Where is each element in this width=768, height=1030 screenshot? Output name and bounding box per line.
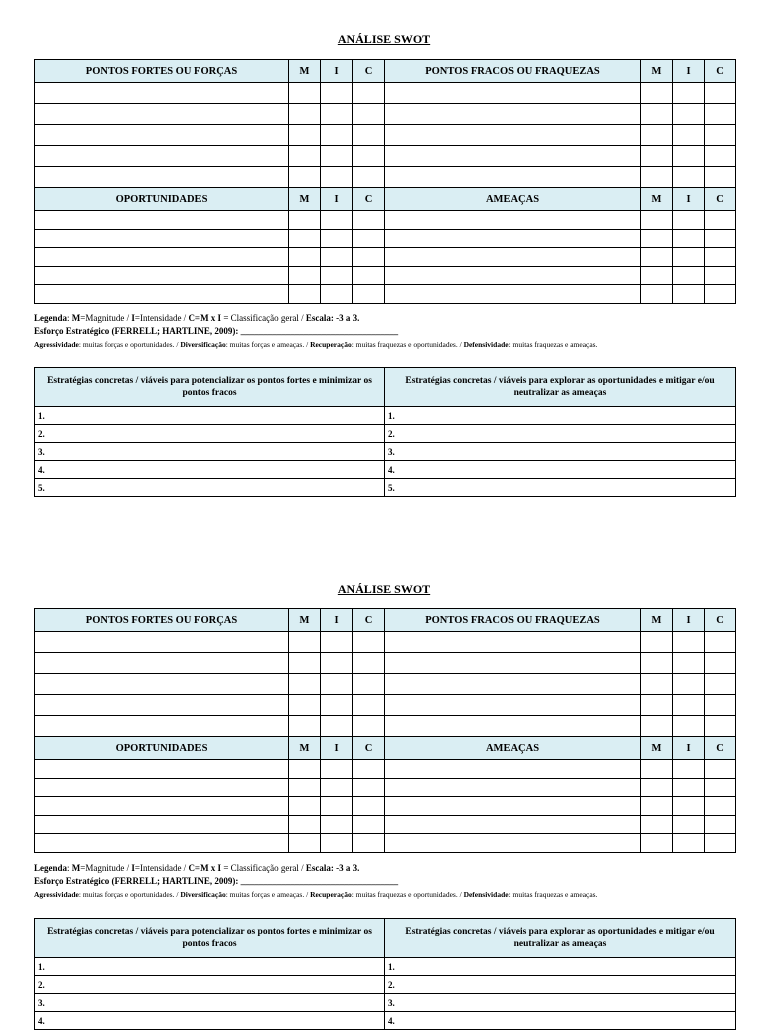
input-cell[interactable] <box>705 674 736 695</box>
input-cell[interactable] <box>385 211 641 230</box>
input-cell[interactable] <box>35 285 289 304</box>
legend-label: Esforço Estratégico (FERRELL; HARTLINE, 2009): ___________________________________ <box>34 876 399 886</box>
input-cell[interactable] <box>673 653 705 674</box>
legend-label: Agressividade <box>34 890 79 899</box>
m-header: M <box>289 60 321 83</box>
input-cell[interactable] <box>353 125 385 146</box>
input-cell[interactable] <box>385 167 641 188</box>
input-cell[interactable] <box>385 632 641 653</box>
input-cell[interactable] <box>705 125 736 146</box>
legend-label: Escala: -3 a 3. <box>305 863 360 873</box>
table-row <box>35 266 736 285</box>
input-cell[interactable] <box>641 104 673 125</box>
i-header: I <box>673 188 705 211</box>
table-row <box>35 674 736 695</box>
i-header: I <box>673 60 705 83</box>
table-row <box>35 1012 736 1030</box>
input-cell[interactable] <box>705 760 736 779</box>
input-cell[interactable] <box>321 653 353 674</box>
input-cell[interactable] <box>641 815 673 834</box>
input-cell[interactable] <box>289 778 321 797</box>
input-cell[interactable] <box>353 146 385 167</box>
input-cell[interactable] <box>705 695 736 716</box>
input-cell[interactable] <box>385 815 641 834</box>
input-cell[interactable] <box>641 797 673 816</box>
i-header: I <box>673 737 705 760</box>
input-cell[interactable] <box>385 248 641 267</box>
table-row <box>35 125 736 146</box>
legend-label: Agressividade <box>34 340 79 349</box>
input-cell[interactable] <box>289 797 321 816</box>
table-row <box>35 653 736 674</box>
strategies-right-header: Estratégias concretas / viáveis para explorar as oportunidades e mitigar e/ou neutralizar as ameaças <box>385 919 736 958</box>
table-row <box>35 778 736 797</box>
input-cell[interactable] <box>289 229 321 248</box>
input-cell[interactable] <box>353 797 385 816</box>
weaknesses-header: PONTOS FRACOS OU FRAQUEZAS <box>385 60 641 83</box>
strategy-cell[interactable]: 3. <box>385 994 736 1012</box>
input-cell[interactable] <box>321 167 353 188</box>
input-cell[interactable] <box>641 778 673 797</box>
m-header: M <box>289 188 321 211</box>
input-cell[interactable] <box>289 815 321 834</box>
input-cell[interactable] <box>641 83 673 104</box>
input-cell[interactable] <box>673 285 705 304</box>
input-cell[interactable] <box>321 834 353 853</box>
input-cell[interactable] <box>705 167 736 188</box>
input-cell[interactable] <box>641 653 673 674</box>
legend-text: =Magnitude / <box>80 863 132 873</box>
legend-label: C=M x I <box>188 863 222 873</box>
input-cell[interactable] <box>673 266 705 285</box>
strategy-cell[interactable]: 2. <box>35 425 385 443</box>
i-header: I <box>321 60 353 83</box>
input-cell[interactable] <box>35 125 289 146</box>
input-cell[interactable] <box>35 229 289 248</box>
input-cell[interactable] <box>673 632 705 653</box>
page-title: ANÁLISE SWOT <box>337 582 431 596</box>
swot-header-row <box>35 60 736 83</box>
input-cell[interactable] <box>353 815 385 834</box>
input-cell[interactable] <box>385 716 641 737</box>
strengths-header: PONTOS FORTES OU FORÇAS <box>35 609 289 632</box>
input-cell[interactable] <box>353 834 385 853</box>
input-cell[interactable] <box>385 83 641 104</box>
legend-text: : muitas forças e ameaças. / <box>225 890 311 899</box>
input-cell[interactable] <box>641 695 673 716</box>
input-cell[interactable] <box>705 104 736 125</box>
input-cell[interactable] <box>353 695 385 716</box>
strategy-cell[interactable]: 3. <box>35 443 385 461</box>
input-cell[interactable] <box>641 674 673 695</box>
m-header: M <box>289 737 321 760</box>
input-cell[interactable] <box>673 834 705 853</box>
strategy-cell[interactable]: 3. <box>385 443 736 461</box>
input-cell[interactable] <box>641 266 673 285</box>
strategies-header-row <box>35 919 736 958</box>
strategy-cell[interactable]: 1. <box>385 958 736 976</box>
m-header: M <box>641 188 673 211</box>
i-header: I <box>321 609 353 632</box>
input-cell[interactable] <box>673 248 705 267</box>
input-cell[interactable] <box>385 674 641 695</box>
input-cell[interactable] <box>289 211 321 230</box>
c-header: C <box>705 188 736 211</box>
table-row <box>35 797 736 816</box>
table-row <box>35 976 736 994</box>
input-cell[interactable] <box>673 695 705 716</box>
legend-text: = Classificação geral / <box>221 313 306 323</box>
strengths-header: PONTOS FORTES OU FORÇAS <box>35 60 289 83</box>
input-cell[interactable] <box>35 248 289 267</box>
legend-label: Recuperação <box>310 890 352 899</box>
input-cell[interactable] <box>385 778 641 797</box>
strategies-table <box>34 918 736 1030</box>
legend-text: : muitas fraquezas e oportunidades. / <box>351 890 464 899</box>
input-cell[interactable] <box>321 125 353 146</box>
input-cell[interactable] <box>35 695 289 716</box>
table-row <box>35 425 736 443</box>
input-cell[interactable] <box>353 167 385 188</box>
table-row <box>35 248 736 267</box>
input-cell[interactable] <box>321 285 353 304</box>
strategy-cell[interactable]: 4. <box>385 461 736 479</box>
input-cell[interactable] <box>35 266 289 285</box>
input-cell[interactable] <box>321 695 353 716</box>
table-row <box>35 146 736 167</box>
input-cell[interactable] <box>353 229 385 248</box>
input-cell[interactable] <box>705 211 736 230</box>
input-cell[interactable] <box>321 229 353 248</box>
opportunities-header: OPORTUNIDADES <box>35 188 289 211</box>
input-cell[interactable] <box>641 229 673 248</box>
input-cell[interactable] <box>353 83 385 104</box>
input-cell[interactable] <box>321 248 353 267</box>
legend-text: : muitas forças e oportunidades. / <box>78 340 181 349</box>
input-cell[interactable] <box>289 167 321 188</box>
input-cell[interactable] <box>321 83 353 104</box>
input-cell[interactable] <box>35 632 289 653</box>
input-cell[interactable] <box>673 229 705 248</box>
legend-label: Diversificação <box>180 890 226 899</box>
input-cell[interactable] <box>321 632 353 653</box>
input-cell[interactable] <box>353 211 385 230</box>
table-row <box>35 285 736 304</box>
table-row <box>35 407 736 425</box>
input-cell[interactable] <box>35 167 289 188</box>
input-cell[interactable] <box>385 797 641 816</box>
input-cell[interactable] <box>673 83 705 104</box>
legend-line <box>34 338 754 351</box>
input-cell[interactable] <box>289 653 321 674</box>
input-cell[interactable] <box>641 632 673 653</box>
input-cell[interactable] <box>353 632 385 653</box>
input-cell[interactable] <box>673 778 705 797</box>
input-cell[interactable] <box>641 716 673 737</box>
input-cell[interactable] <box>385 834 641 853</box>
input-cell[interactable] <box>289 674 321 695</box>
strategy-cell[interactable]: 2. <box>35 976 385 994</box>
swot-table <box>34 608 736 853</box>
legend-text: =Intensidade / <box>134 313 189 323</box>
input-cell[interactable] <box>353 760 385 779</box>
strategies-header-row <box>35 368 736 407</box>
input-cell[interactable] <box>705 778 736 797</box>
input-cell[interactable] <box>353 285 385 304</box>
input-cell[interactable] <box>289 83 321 104</box>
input-cell[interactable] <box>673 167 705 188</box>
input-cell[interactable] <box>321 760 353 779</box>
input-cell[interactable] <box>289 716 321 737</box>
i-header: I <box>321 188 353 211</box>
strategy-cell[interactable]: 4. <box>35 1012 385 1030</box>
input-cell[interactable] <box>385 146 641 167</box>
legend-label: I <box>131 863 135 873</box>
input-cell[interactable] <box>641 125 673 146</box>
table-row <box>35 716 736 737</box>
table-row <box>35 479 736 497</box>
input-cell[interactable] <box>641 834 673 853</box>
input-cell[interactable] <box>673 815 705 834</box>
table-row <box>35 815 736 834</box>
table-row <box>35 632 736 653</box>
table-row <box>35 695 736 716</box>
strategy-cell[interactable]: 5. <box>35 479 385 497</box>
legend <box>34 312 754 351</box>
input-cell[interactable] <box>353 653 385 674</box>
input-cell[interactable] <box>705 716 736 737</box>
legend-label: Legenda <box>34 863 68 873</box>
legend-label: Recuperação <box>310 340 352 349</box>
strategy-cell[interactable]: 1. <box>385 407 736 425</box>
legend-label: Esforço Estratégico (FERRELL; HARTLINE, 2009): ___________________________________ <box>34 326 399 336</box>
c-header: C <box>353 609 385 632</box>
legend-label: M <box>71 863 81 873</box>
page-title: ANÁLISE SWOT <box>337 32 431 46</box>
input-cell[interactable] <box>673 125 705 146</box>
input-cell[interactable] <box>35 211 289 230</box>
input-cell[interactable] <box>705 815 736 834</box>
swot-header-row <box>35 609 736 632</box>
legend-text: : muitas forças e oportunidades. / <box>78 890 181 899</box>
input-cell[interactable] <box>289 248 321 267</box>
m-header: M <box>289 609 321 632</box>
input-cell[interactable] <box>35 778 289 797</box>
c-header: C <box>705 737 736 760</box>
table-row <box>35 834 736 853</box>
strategy-cell[interactable]: 4. <box>385 1012 736 1030</box>
input-cell[interactable] <box>641 285 673 304</box>
input-cell[interactable] <box>321 104 353 125</box>
input-cell[interactable] <box>705 266 736 285</box>
opportunities-header: OPORTUNIDADES <box>35 737 289 760</box>
c-header: C <box>353 737 385 760</box>
legend-line <box>34 862 754 875</box>
table-row <box>35 461 736 479</box>
legend-text: = Classificação geral / <box>221 863 306 873</box>
input-cell[interactable] <box>385 653 641 674</box>
legend-line <box>34 888 754 901</box>
input-cell[interactable] <box>705 248 736 267</box>
legend-label: I <box>131 313 135 323</box>
legend-label: C=M x I <box>188 313 222 323</box>
input-cell[interactable] <box>35 83 289 104</box>
table-row <box>35 760 736 779</box>
input-cell[interactable] <box>35 674 289 695</box>
i-header: I <box>673 609 705 632</box>
weaknesses-header: PONTOS FRACOS OU FRAQUEZAS <box>385 609 641 632</box>
input-cell[interactable] <box>353 248 385 267</box>
input-cell[interactable] <box>673 716 705 737</box>
input-cell[interactable] <box>705 797 736 816</box>
input-cell[interactable] <box>705 146 736 167</box>
input-cell[interactable] <box>353 778 385 797</box>
legend-label: Diversificação <box>180 340 226 349</box>
legend-text: : <box>67 863 72 873</box>
input-cell[interactable] <box>35 104 289 125</box>
input-cell[interactable] <box>705 632 736 653</box>
input-cell[interactable] <box>641 167 673 188</box>
input-cell[interactable] <box>35 797 289 816</box>
table-row <box>35 167 736 188</box>
input-cell[interactable] <box>385 695 641 716</box>
m-header: M <box>641 609 673 632</box>
threats-header: AMEAÇAS <box>385 737 641 760</box>
table-row <box>35 211 736 230</box>
legend-text: : <box>67 313 72 323</box>
table-row <box>35 229 736 248</box>
legend-label: M <box>71 313 81 323</box>
strategies-right-header: Estratégias concretas / viáveis para explorar as oportunidades e mitigar e/ou neutralizar as ameaças <box>385 368 736 407</box>
strategies-table <box>34 367 736 497</box>
input-cell[interactable] <box>35 834 289 853</box>
input-cell[interactable] <box>385 760 641 779</box>
threats-header: AMEAÇAS <box>385 188 641 211</box>
strategy-cell[interactable]: 2. <box>385 976 736 994</box>
input-cell[interactable] <box>385 104 641 125</box>
legend-label: Legenda <box>34 313 68 323</box>
input-cell[interactable] <box>321 815 353 834</box>
input-cell[interactable] <box>641 211 673 230</box>
input-cell[interactable] <box>705 285 736 304</box>
input-cell[interactable] <box>289 834 321 853</box>
input-cell[interactable] <box>385 229 641 248</box>
input-cell[interactable] <box>321 797 353 816</box>
swot-header-row <box>35 188 736 211</box>
strategies-left-header: Estratégias concretas / viáveis para potencializar os pontos fortes e minimizar os pontos fracos <box>35 919 385 958</box>
input-cell[interactable] <box>641 760 673 779</box>
swot-table <box>34 59 736 304</box>
input-cell[interactable] <box>673 674 705 695</box>
swot-header-row <box>35 737 736 760</box>
input-cell[interactable] <box>673 146 705 167</box>
strategy-cell[interactable]: 1. <box>35 958 385 976</box>
input-cell[interactable] <box>353 266 385 285</box>
input-cell[interactable] <box>673 104 705 125</box>
input-cell[interactable] <box>289 266 321 285</box>
input-cell[interactable] <box>289 632 321 653</box>
strategy-cell[interactable]: 4. <box>35 461 385 479</box>
m-header: M <box>641 60 673 83</box>
input-cell[interactable] <box>321 211 353 230</box>
c-header: C <box>705 60 736 83</box>
strategy-cell[interactable]: 1. <box>35 407 385 425</box>
m-header: M <box>641 737 673 760</box>
input-cell[interactable] <box>321 778 353 797</box>
input-cell[interactable] <box>673 211 705 230</box>
input-cell[interactable] <box>641 248 673 267</box>
legend-text: : muitas fraquezas e ameaças. <box>508 890 598 899</box>
legend-text: : muitas forças e ameaças. / <box>225 340 311 349</box>
table-row <box>35 104 736 125</box>
c-header: C <box>705 609 736 632</box>
strategy-cell[interactable]: 3. <box>35 994 385 1012</box>
input-cell[interactable] <box>705 83 736 104</box>
i-header: I <box>321 737 353 760</box>
legend-label: Escala: -3 a 3. <box>305 313 360 323</box>
input-cell[interactable] <box>385 285 641 304</box>
input-cell[interactable] <box>289 695 321 716</box>
input-cell[interactable] <box>385 266 641 285</box>
input-cell[interactable] <box>35 716 289 737</box>
input-cell[interactable] <box>35 653 289 674</box>
legend-label: Defensividade <box>463 340 509 349</box>
input-cell[interactable] <box>289 104 321 125</box>
legend-text: : muitas fraquezas e oportunidades. / <box>351 340 464 349</box>
legend-line <box>34 312 754 325</box>
legend-label: Defensividade <box>463 890 509 899</box>
input-cell[interactable] <box>289 760 321 779</box>
input-cell[interactable] <box>321 146 353 167</box>
table-row <box>35 443 736 461</box>
legend-text: : muitas fraquezas e ameaças. <box>508 340 598 349</box>
legend-text: =Magnitude / <box>80 313 132 323</box>
legend <box>34 862 754 901</box>
input-cell[interactable] <box>705 229 736 248</box>
input-cell[interactable] <box>289 285 321 304</box>
strategy-cell[interactable]: 2. <box>385 425 736 443</box>
input-cell[interactable] <box>35 760 289 779</box>
input-cell[interactable] <box>705 653 736 674</box>
input-cell[interactable] <box>353 104 385 125</box>
input-cell[interactable] <box>705 834 736 853</box>
input-cell[interactable] <box>35 146 289 167</box>
strategic-effort-line <box>34 325 754 338</box>
input-cell[interactable] <box>353 716 385 737</box>
input-cell[interactable] <box>673 760 705 779</box>
table-row <box>35 83 736 104</box>
c-header: C <box>353 60 385 83</box>
c-header: C <box>353 188 385 211</box>
input-cell[interactable] <box>321 716 353 737</box>
table-row <box>35 994 736 1012</box>
input-cell[interactable] <box>321 266 353 285</box>
input-cell[interactable] <box>641 146 673 167</box>
input-cell[interactable] <box>321 674 353 695</box>
input-cell[interactable] <box>673 797 705 816</box>
input-cell[interactable] <box>35 815 289 834</box>
input-cell[interactable] <box>353 674 385 695</box>
strategies-left-header: Estratégias concretas / viáveis para potencializar os pontos fortes e minimizar os pontos fracos <box>35 368 385 407</box>
input-cell[interactable] <box>289 146 321 167</box>
strategic-effort-line <box>34 875 754 888</box>
legend-text: =Intensidade / <box>134 863 189 873</box>
table-row <box>35 958 736 976</box>
strategy-cell[interactable]: 5. <box>385 479 736 497</box>
input-cell[interactable] <box>385 125 641 146</box>
input-cell[interactable] <box>289 125 321 146</box>
